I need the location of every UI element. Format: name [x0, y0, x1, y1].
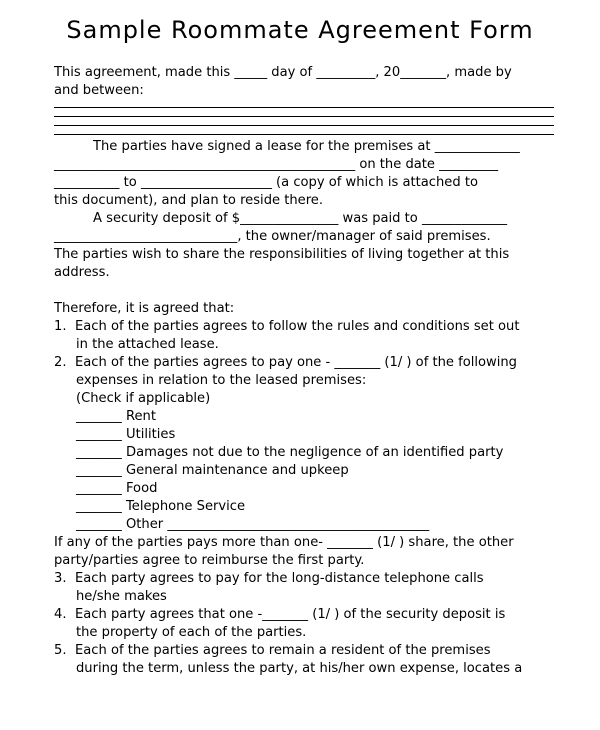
item-5-text: Each of the parties agrees to remain a resident of the premises [75, 643, 491, 658]
item-1-number: 1. [54, 319, 67, 334]
share-line-2: address. [54, 265, 110, 280]
expense-rent: _______ Rent [76, 409, 156, 424]
share-line-1: The parties wish to share the responsibilities of living together at this [54, 247, 510, 262]
therefore-heading: Therefore, it is agreed that: [54, 301, 235, 316]
deposit-line-2: ____________________________, the owner/manager of said premises. [54, 229, 491, 244]
expense-telephone: _______ Telephone Service [76, 499, 246, 514]
blank-rule [54, 116, 554, 117]
reimburse-line-2: party/parties agree to reimburse the first party. [54, 553, 365, 568]
item-2-line-1 [54, 354, 564, 372]
item-5-line-1 [54, 642, 564, 660]
reimburse-line-1: If any of the parties pays more than one- _______ (1/ ) share, the other [54, 535, 514, 550]
item-2-line-2: expenses in relation to the leased premises: [76, 373, 367, 388]
deposit-line-1: A security deposit of $_______________ was paid to _____________ [93, 211, 508, 226]
blank-line-3 [54, 118, 564, 127]
item-3-number: 3. [54, 571, 67, 586]
expense-other: _______ Other ________________________________________ [76, 517, 430, 532]
expense-maintenance: _______ General maintenance and upkeep [76, 463, 349, 478]
lease-line-1: The parties have signed a lease for the premises at _____________ [93, 139, 520, 154]
blank-rule [54, 134, 554, 135]
item-4-line-1 [54, 606, 564, 624]
item-4-text: Each party agrees that one -_______ (1/ ) of the security deposit is [75, 607, 506, 622]
item-2-number: 2. [54, 355, 67, 370]
item-5-number: 5. [54, 643, 67, 658]
item-5-line-2: during the term, unless the party, at his/her own expense, locates a [76, 661, 523, 676]
lease-line-3: __________ to ____________________ (a copy of which is attached to [54, 175, 478, 190]
item-3-line-1 [54, 570, 564, 588]
expense-utilities: _______ Utilities [76, 427, 176, 442]
item-1-line-1 [54, 318, 564, 336]
blank-line-4 [54, 127, 564, 136]
lease-line-2: ______________________________________________ on the date _________ [54, 157, 499, 172]
item-2-text: Each of the parties agrees to pay one - _______ (1/ ) of the following [75, 355, 517, 370]
spacer [54, 282, 564, 300]
expense-damages: _______ Damages not due to the negligence of an identified party [76, 445, 504, 460]
item-4-number: 4. [54, 607, 67, 622]
intro-line-2: and between: [54, 83, 144, 98]
expense-food: _______ Food [76, 481, 158, 496]
blank-line-1 [54, 100, 564, 109]
item-2-line-3: (Check if applicable) [76, 391, 211, 406]
intro-line-1: This agreement, made this _____ day of _________, 20_______, made by [54, 65, 512, 80]
item-1-line-2: in the attached lease. [76, 337, 219, 352]
lease-line-4: this document), and plan to reside there. [54, 193, 324, 208]
blank-line-2 [54, 109, 564, 118]
item-3-text: Each party agrees to pay for the long-distance telephone calls [75, 571, 484, 586]
blank-rule [54, 125, 554, 126]
blank-rule [54, 107, 554, 108]
item-4-line-2: the property of each of the parties. [76, 625, 307, 640]
item-1-text: Each of the parties agrees to follow the rules and conditions set out [75, 319, 520, 334]
agreement-body [54, 64, 564, 678]
page-title: Sample Roommate Agreement Form [66, 16, 534, 44]
item-3-line-2: he/she makes [76, 589, 167, 604]
